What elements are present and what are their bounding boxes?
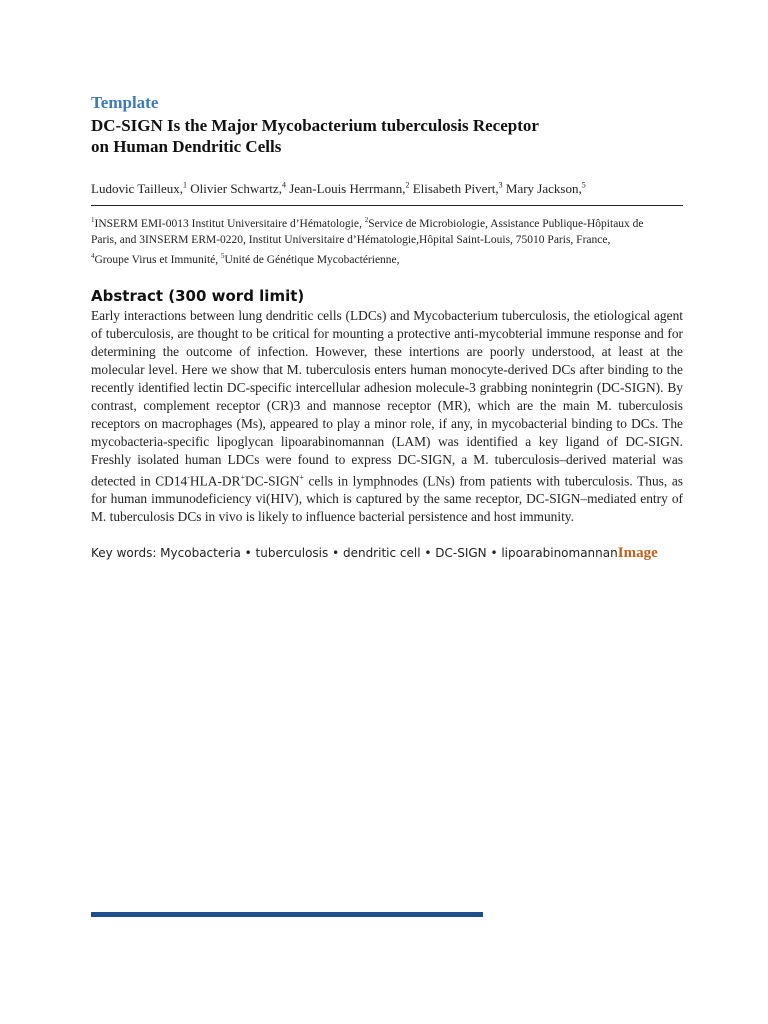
author: Jean-Louis Herrmann,$^2$ [289,181,410,197]
paper-title [91,115,591,157]
title-line-2: on Human Dendritic Cells [91,137,282,156]
author: Olivier Schwartz,$^4$ [190,181,286,197]
abstract-body: Early interactions between lung dendritic cells (LDCs) and Mycobacterium tuberculosis, the etiological agent of tuberculosis, are thought to be critical for mounting a protective anti-mycobterial immune response and for determining the outcome of infection. However, these intertions are poorly understood, at least at the molecular level. Here we show that M. tuberculosis enters human monocyte-derived DCs after binding to the recently identified lectin DC-specific intercellular adhesion molecule-3 grabbing nonintegrin (DC-SIGN). By contrast, complement receptor (CR)3 and mannose receptor (MR), which are the main M. tuberculosis receptors on macrophages (Ms), appeared to play a minor role, if any, in mycobacterial binding to DCs. The mycobacteria-specific lipoglycan lipoarabinomannan (LAM) was identified a key ligand of DC-SIGN. Freshly isolated human LDCs were found to express DC-SIGN, a M. tuberculosis–derived material was detected in CD14-HLA-DR+DC-SIGN+ cells in lymphnodes (LNs) from patients with tuberculosis. Thus, as for human immunodeficiency vi(HIV), which is captured by the same receptor, DC-SIGN–mediated entry of M. tuberculosis DCs in vivo is likely to influence bacterial persistence and host immunity. [91,307,683,525]
footer-bar [91,912,483,917]
keywords-line [91,544,683,562]
divider-rule [91,205,683,206]
affiliations: $^1$INSERM EMI-0013 Institut Universitaire d’Hématologie, $^2$Service de Microbiologie, Assistance Publique-Hôpitaux de Paris, and 3INSERM ERM-0220, Institut Universitaire d’Hématologie,Hôpital Saint-Louis, 75010 Paris, France, $^4$Groupe Virus et Immunité, $^5$Unité de Génétique Mycobactérienne, [91,216,644,266]
author: Ludovic Tailleux,$^1$ [91,181,187,197]
title-line-1: DC-SIGN Is the Major Mycobacterium tuberculosis Receptor [91,116,539,135]
author: Elisabeth Pivert,$^3$ [412,181,503,197]
keywords-text: Key words: Mycobacteria • tuberculosis • dendritic cell • DC-SIGN • lipoarabinomannan [91,546,618,561]
author-list [91,177,683,198]
template-label: Template [91,93,159,112]
author: Mary Jackson,$^5$ [505,181,586,197]
image-label: Image [617,545,658,562]
abstract-heading: Abstract (300 word limit) [91,286,305,305]
document-page [91,92,683,562]
